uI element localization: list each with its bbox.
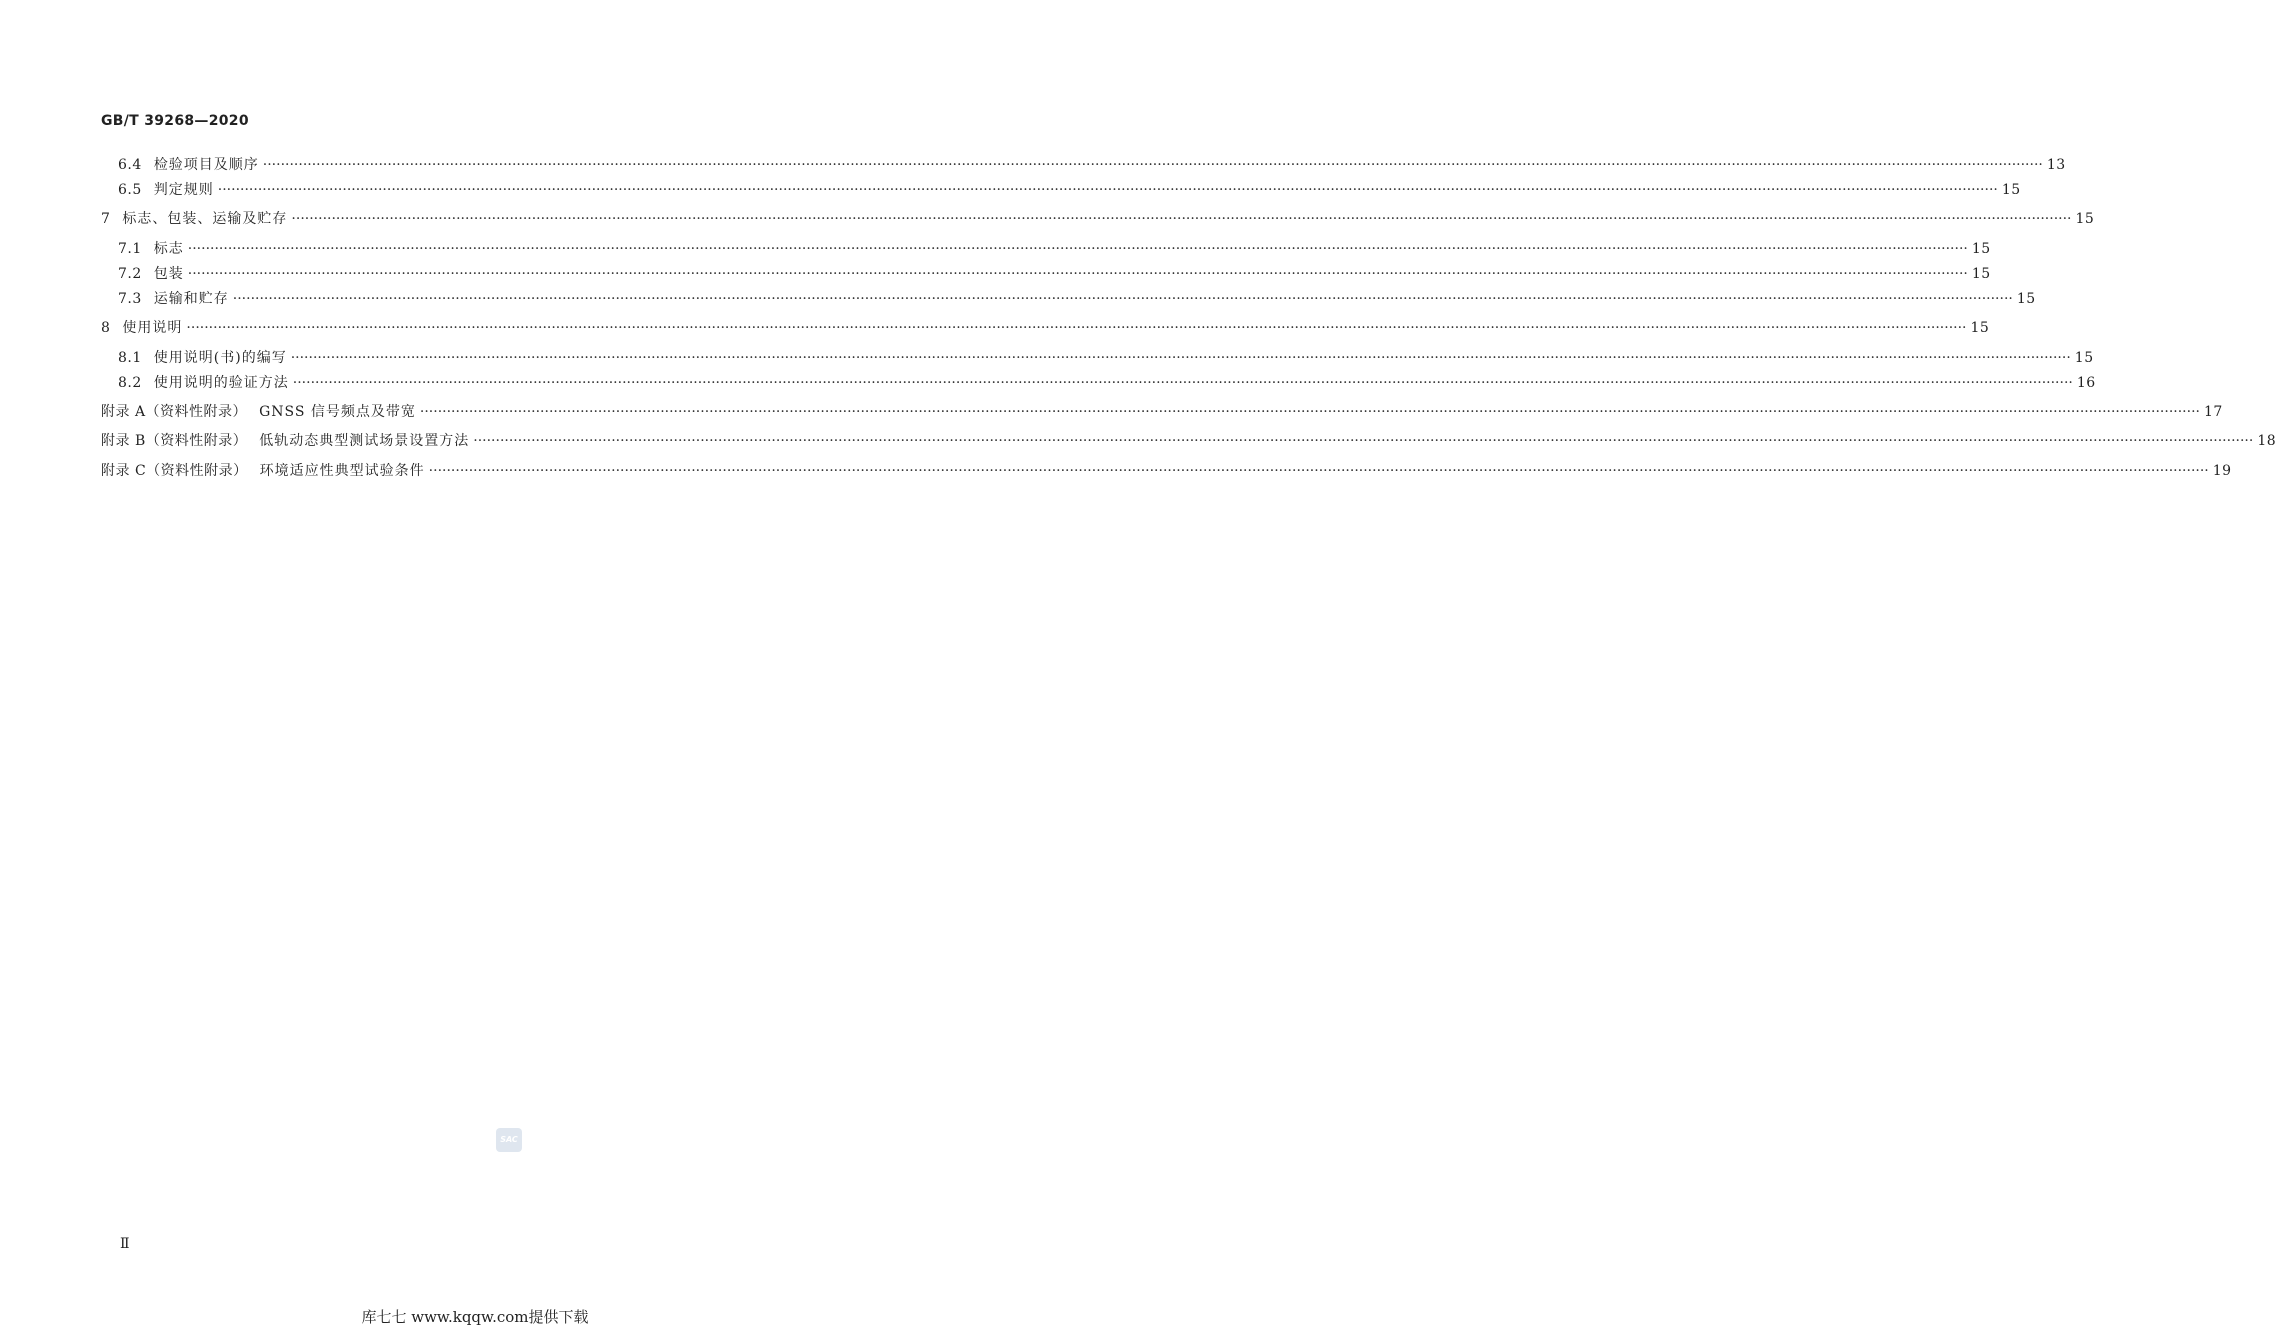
toc-entry-number: 7.1	[118, 241, 142, 257]
toc-entry[interactable]	[101, 317, 1990, 339]
toc-entry-title: 运输和贮存	[153, 291, 229, 307]
toc-entry-page: 16	[2076, 375, 2096, 391]
download-footer: 库七七 www.kqqw.com提供下载	[361, 1308, 589, 1326]
toc-entry-number: 8	[101, 320, 111, 336]
sac-logo-watermark: SAC	[496, 1128, 522, 1152]
toc-entry[interactable]	[101, 401, 2223, 423]
toc-entry-title: 判定规则	[153, 182, 214, 198]
toc-entry[interactable]	[118, 372, 2096, 394]
page-number: Ⅱ	[120, 1236, 130, 1252]
toc-entry[interactable]	[101, 460, 2232, 482]
toc-leader-dots: ················································································································································································································································································································································································································	[291, 211, 2072, 227]
toc-entry[interactable]	[118, 347, 2094, 369]
toc-entry-title: GNSS 信号频点及带宽	[259, 404, 416, 420]
toc-leader-dots: ················································································································································································································································································································································································································	[473, 433, 2254, 449]
toc-entry-number: 7.3	[118, 291, 142, 307]
toc-leader-dots: ················································································································································································································································································································································································································	[217, 182, 1998, 198]
toc-entry-number: 7	[101, 211, 111, 227]
toc-entry-number: 8.2	[118, 375, 142, 391]
toc-entry-page: 15	[1971, 241, 1991, 257]
toc-entry-title: 使用说明的验证方法	[153, 375, 289, 391]
toc-entry-page: 19	[2212, 463, 2232, 479]
toc-entry-page: 18	[2257, 433, 2276, 449]
toc-entry-number: 7.2	[118, 266, 142, 282]
toc-entry-page: 17	[2203, 404, 2223, 420]
toc-leader-dots: ················································································································································································································································································································································································································	[419, 404, 2200, 420]
toc-entry-page: 15	[1971, 266, 1991, 282]
toc-leader-dots: ················································································································································································································································································································································································································	[187, 266, 1968, 282]
toc-entry-page: 15	[2016, 291, 2036, 307]
toc-entry-page: 15	[1970, 320, 1990, 336]
toc-entry[interactable]	[118, 154, 2066, 176]
toc-entry-title: 使用说明	[122, 320, 183, 336]
toc-leader-dots: ················································································································································································································································································································································································································	[290, 350, 2071, 366]
toc-leader-dots: ················································································································································································································································································································································································································	[232, 291, 2013, 307]
toc-entry[interactable]	[101, 208, 2095, 230]
toc-entry-page: 15	[2074, 350, 2094, 366]
toc-entry-number: 附录 A（资料性附录）	[101, 404, 248, 420]
toc-leader-dots: ················································································································································································································································································································································································································	[187, 241, 1968, 257]
toc-entry[interactable]	[118, 179, 2021, 201]
toc-entry[interactable]	[118, 263, 1991, 285]
toc-entry-page: 15	[2001, 182, 2021, 198]
toc-entry-title: 标志	[153, 241, 184, 257]
toc-entry-title: 标志、包装、运输及贮存	[122, 211, 288, 227]
toc-leader-dots: ················································································································································································································································································································································································································	[262, 157, 2043, 173]
toc-entry[interactable]	[101, 430, 2276, 452]
toc-leader-dots: ················································································································································································································································································································································································································	[186, 320, 1967, 336]
toc-entry-title: 包装	[153, 266, 184, 282]
document-code: GB/T 39268—2020	[101, 113, 249, 129]
toc-entry-number: 附录 C（资料性附录）	[101, 463, 248, 479]
toc-entry-number: 6.5	[118, 182, 142, 198]
toc-leader-dots: ················································································································································································································································································································································································································	[428, 463, 2209, 479]
toc-leader-dots: ················································································································································································································································································································································································································	[292, 375, 2073, 391]
toc-entry-title: 环境适应性典型试验条件	[259, 463, 425, 479]
toc-entry[interactable]	[118, 288, 2036, 310]
toc-entry-title: 低轨动态典型测试场景设置方法	[259, 433, 470, 449]
toc-entry[interactable]	[118, 238, 1991, 260]
toc-entry-title: 使用说明(书)的编写	[153, 350, 287, 366]
toc-entry-page: 15	[2075, 211, 2095, 227]
toc-entry-number: 附录 B（资料性附录）	[101, 433, 248, 449]
toc-entry-number: 8.1	[118, 350, 142, 366]
toc-entry-title: 检验项目及顺序	[153, 157, 259, 173]
toc-entry-page: 13	[2046, 157, 2066, 173]
toc-entry-number: 6.4	[118, 157, 142, 173]
